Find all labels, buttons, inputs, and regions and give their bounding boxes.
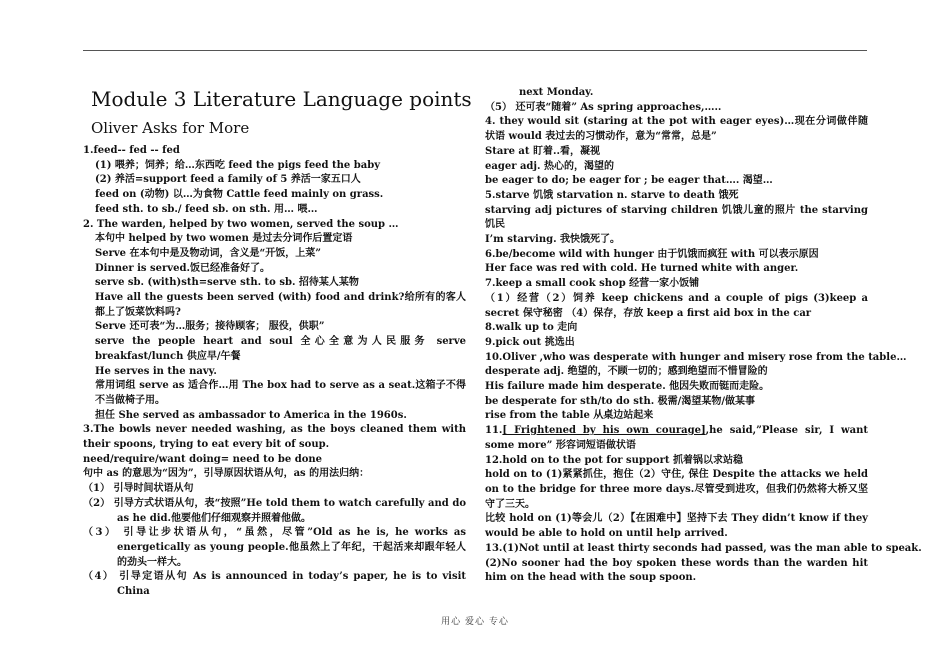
- text-line: eager adj. 热心的，渴望的: [485, 160, 614, 172]
- text-line: 7.keep a small cook shop 经营一家小饭铺: [485, 278, 700, 290]
- text-line: 8.walk up to 走向: [485, 322, 578, 334]
- text-line: serve sb. (with)sth=serve sth. to sb. 招待某人某物: [95, 277, 359, 289]
- left-column: [83, 86, 472, 600]
- text-line: feed on (动物) 以…为食物 Cattle feed mainly on grass.: [95, 189, 384, 201]
- text-line: hold on to (1)紧紧抓住，抱住（2）守住, 保住 Despite the attacks we held on to the bridge for three more days.尽管受到进攻，但我们仍然将大桥又坚守了三天。: [485, 469, 868, 510]
- text-line: I’m starving. 我快饿死了。: [485, 234, 621, 246]
- text-line: 13.(1)Not until at least thirty seconds had passed, was the man able to speak.: [485, 542, 922, 554]
- text-line: (2)No sooner had the boy spoken these words than the warden hit him on the head with the soup spoon.: [485, 557, 868, 584]
- text-line: serve the people heart and soul 全心全意为人民服务 serve breakfast/lunch 供应早/午餐: [95, 336, 466, 362]
- text-line: （1）经营（2）饲养 keep chickens and a couple of pigs (3)keep a secret 保守秘密 （4）保存，存放 keep a first aid box in the car: [485, 292, 868, 319]
- header-rule: [83, 50, 867, 51]
- text-line: （4） 引导定语从句 As is announced in today’s paper, he is to visit China: [83, 571, 466, 598]
- page-title: Module 3 Literature Language points: [91, 87, 472, 111]
- text-line: Serve 还可表“为…服务；接待顾客； 服役，供职”: [95, 321, 325, 333]
- text-line: 本句中 helped by two women 是过去分词作后置定语: [95, 233, 353, 245]
- text-line: 比较 hold on (1)等会儿（2）【在困难中】坚持下去 They didn’t know if they would be able to hold on until help arrived.: [485, 513, 868, 540]
- text-line: His failure made him desperate. 他因失败而铤而走险。: [485, 381, 770, 393]
- right-body: [485, 86, 922, 586]
- text-line: 4. they would sit (staring at the pot with eager eyes)…现在分词做伴随状语 would 表过去的习惯动作，意为“常常，总是”: [485, 116, 868, 143]
- left-body: [83, 144, 466, 600]
- text-line: （1） 引导时间状语从句: [83, 483, 194, 495]
- text-line: next Monday.: [519, 87, 594, 98]
- text-line: (2) 养活=support feed a family of 5 养活一家五口人: [95, 174, 361, 186]
- text-line: 句中 as 的意思为“因为”，引导原因状语从句，as 的用法归纳：: [83, 468, 370, 480]
- text-line: 常用词组 serve as 适合作…用 The box had to serve as a seat.这箱子不得不当做椅子用。: [95, 380, 466, 406]
- text-line: Dinner is served.饭已经准备好了。: [95, 262, 270, 274]
- text-line: 11.[ Frightened by his own courage],he said,”Please sir, I want some more” 形容词短语做状语: [485, 425, 868, 451]
- text-line: starving adj pictures of starving children 饥饿儿童的照片 the starving 饥民: [485, 204, 868, 231]
- text-line: Her face was red with cold. He turned white with anger.: [485, 263, 799, 275]
- page-footer: 用心 爱心 专心: [441, 617, 509, 627]
- underlined-phrase: [ Frightened by his own courage]: [502, 425, 706, 437]
- text-line: （3） 引导让步状语从句，“虽然，尽管”Old as he is, he works as energetically as young people.他虽然上了年纪，干起活来却跟年轻人的劲头一样大。: [83, 527, 466, 568]
- text-line: desperate adj. 绝望的，不顾一切的；感到绝望而不惜冒险的: [485, 366, 768, 378]
- text-line: （2） 引导方式状语从句，表“按照”He told them to watch carefully and do as he did.他要他们仔细观察并照着他做。: [83, 497, 466, 524]
- text-line: 6.be/become wild with hunger 由于饥饿而疯狂 with 可以表示原因: [485, 248, 819, 260]
- text-line: 9.pick out 挑选出: [485, 336, 575, 348]
- text-line: 1.feed-- fed -- fed: [83, 145, 180, 156]
- text-line: 担任 She served as ambassador to America in the 1960s.: [95, 409, 407, 421]
- text-line: rise from the table 从桌边站起来: [485, 410, 654, 422]
- text-line: (1) 喂养；饲养；给…东西吃 feed the pigs feed the baby: [95, 159, 381, 171]
- text-line: 3.The bowls never needed washing, as the boys cleaned them with their spoons, trying to eat every bit of soup.: [83, 424, 466, 451]
- text-line: Stare at 盯着..看，凝视: [485, 145, 600, 157]
- text-line: Have all the guests been served (with) food and drink?给所有的客人都上了饭菜饮料吗?: [95, 292, 466, 318]
- page-subtitle: Oliver Asks for More: [91, 119, 250, 137]
- text-line: （5） 还可表“随着” As spring approaches,…..: [485, 101, 722, 113]
- text-line: Serve 在本句中是及物动词，含义是“开饭，上菜”: [95, 247, 322, 259]
- text-line: be desperate for sth/to do sth. 极需/渴望某物/做某事: [485, 395, 755, 407]
- text-line: 10.Oliver ,who was desperate with hunger and misery rose from the table…: [485, 351, 907, 363]
- text-line: be eager to do; be eager for ; be eager that…. 渴望…: [485, 175, 773, 187]
- text-line: He serves in the navy.: [95, 365, 217, 377]
- text-line: 5.starve 饥饿 starvation n. starve to death 饿死: [485, 189, 739, 201]
- text-line: 2. The warden, helped by two women, served the soup …: [83, 218, 399, 230]
- right-column: [485, 86, 922, 586]
- text-line: need/require/want doing= need to be done: [83, 453, 323, 465]
- text-line: 12.hold on to the pot for support 抓着锅以求站稳: [485, 454, 743, 466]
- text-line: feed sth. to sb./ feed sb. on sth. 用… 喂…: [95, 203, 318, 215]
